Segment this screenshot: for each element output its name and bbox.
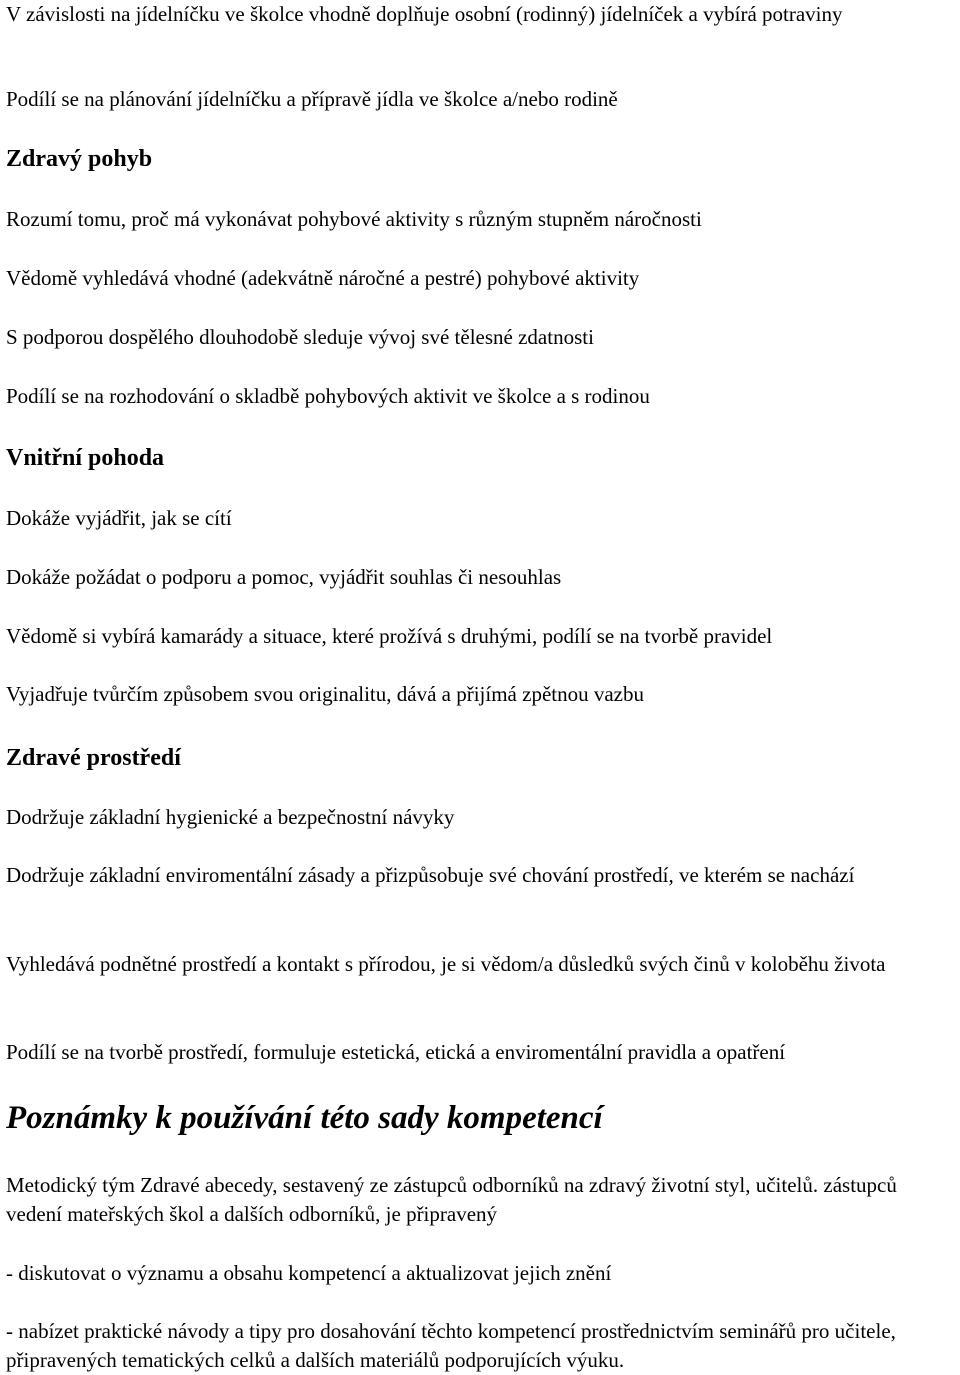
- paragraph-prostredi-3: Vyhledává podnětné prostředí a kontakt s přírodou, je si vědom/a důsledků svých činů v koloběhu života: [6, 952, 886, 976]
- paragraph-prostredi-4: Podílí se na tvorbě prostředí, formuluje estetická, etická a enviromentální pravidla a opatření: [6, 1040, 786, 1064]
- paragraph-prostredi-1: Dodržuje základní hygienické a bezpečnostní návyky: [6, 805, 455, 829]
- paragraph-poznamky-2: - diskutovat o významu a obsahu kompetencí a aktualizovat jejich znění: [6, 1261, 612, 1285]
- paragraph-pohoda-4: Vyjadřuje tvůrčím způsobem svou originalitu, dává a přijímá zpětnou vazbu: [6, 682, 644, 706]
- paragraph-pohoda-3: Vědomě si vybírá kamarády a situace, které prožívá s druhými, podílí se na tvorbě pravidel: [6, 624, 773, 648]
- paragraph-pohyb-4: Podílí se na rozhodování o skladbě pohybových aktivit ve školce a s rodinou: [6, 384, 650, 408]
- paragraph-pohyb-2: Vědomě vyhledává vhodné (adekvátně náročné a pestré) pohybové aktivity: [6, 266, 640, 290]
- paragraph-pohyb-3: S podporou dospělého dlouhodobě sleduje vývoj své tělesné zdatnosti: [6, 325, 594, 349]
- section-heading-zdravy-pohyb: Zdravý pohyb: [6, 146, 153, 172]
- paragraph-prostredi-2: Dodržuje základní enviromentální zásady a přizpůsobuje své chování prostředí, ve kterém se nachází: [6, 863, 855, 887]
- paragraph-pohoda-2: Dokáže požádat o podporu a pomoc, vyjádřit souhlas či nesouhlas: [6, 565, 562, 589]
- paragraph-jidelnicek-osobni: V závislosti na jídelníčku ve školce vhodně doplňuje osobní (rodinný) jídelníček a vybírá potraviny: [6, 2, 843, 26]
- section-heading-vnitrni-pohoda: Vnitřní pohoda: [6, 445, 165, 471]
- section-heading-zdrave-prostredi: Zdravé prostředí: [6, 745, 181, 771]
- paragraph-pohyb-1: Rozumí tomu, proč má vykonávat pohybové aktivity s různým stupněm náročnosti: [6, 207, 702, 231]
- paragraph-poznamky-3: - nabízet praktické návody a tipy pro dosahování těchto kompetencí prostřednictvím seminářů pro učitele, připravených tematických celků a dalších materiálů podporujících výuku.: [6, 1319, 896, 1372]
- paragraph-planovani-jidelnicku: Podílí se na plánování jídelníčku a přípravě jídla ve školce a/nebo rodině: [6, 87, 618, 111]
- paragraph-poznamky-1: Metodický tým Zdravé abecedy, sestavený ze zástupců odborníků na zdravý životní styl, učitelů. zástupců vedení mateřských škol a dalších odborníků, je připravený: [6, 1173, 897, 1226]
- paragraph-pohoda-1: Dokáže vyjádřit, jak se cítí: [6, 506, 232, 530]
- section-heading-poznamky: Poznámky k používání této sady kompetencí: [6, 1100, 603, 1136]
